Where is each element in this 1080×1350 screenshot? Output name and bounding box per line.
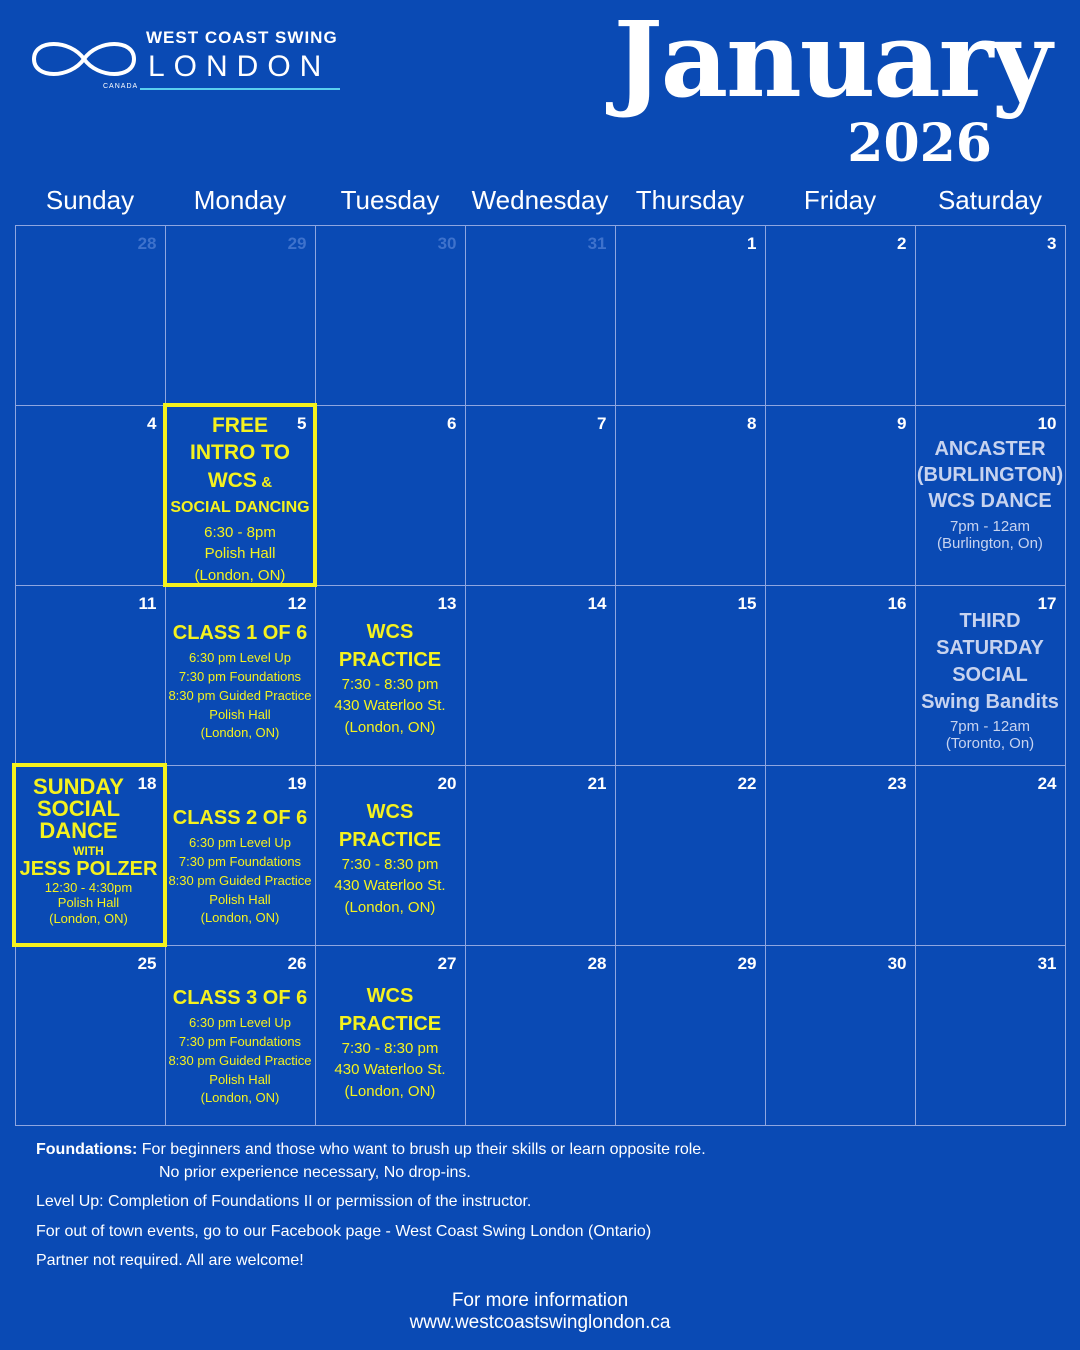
event-venue: Polish Hall bbox=[204, 545, 276, 563]
event-line: 7:30 pm Foundations bbox=[178, 853, 302, 869]
event-line: WCS bbox=[366, 620, 414, 643]
event-venue: 430 Waterloo St. bbox=[334, 1061, 446, 1079]
event-wcs-practice bbox=[316, 982, 465, 1103]
weekday-monday: Monday bbox=[193, 185, 287, 215]
event-location: (Toronto, On) bbox=[945, 735, 1035, 753]
weekday-sunday: Sunday bbox=[45, 185, 135, 215]
note-out-of-town: For out of town events, go to our Facebook page - West Coast Swing London (Ontario) bbox=[36, 1222, 652, 1240]
day-cell-29 bbox=[615, 945, 766, 1126]
day-number: 7 bbox=[597, 413, 607, 433]
day-cell-2 bbox=[765, 225, 916, 406]
event-third-saturday bbox=[916, 608, 1065, 753]
day-cell-3 bbox=[915, 225, 1066, 406]
day-number: 4 bbox=[147, 413, 157, 433]
event-time: 7:30 - 8:30 pm bbox=[341, 675, 439, 693]
event-line: 6:30 pm Level Up bbox=[189, 1015, 291, 1031]
day-number: 30 bbox=[887, 953, 907, 973]
day-cell-30 bbox=[765, 945, 916, 1126]
event-line: WCS bbox=[366, 800, 414, 823]
event-line: (BURLINGTON) bbox=[916, 463, 1064, 486]
event-line: PRACTICE bbox=[338, 648, 442, 671]
day-cell-4 bbox=[15, 405, 166, 586]
event-location: (Burlington, On) bbox=[937, 535, 1043, 553]
event-class-2 bbox=[166, 807, 315, 929]
day-number: 10 bbox=[1037, 413, 1057, 433]
day-cell-10 bbox=[915, 405, 1066, 586]
event-line: 8:30 pm Guided Practice bbox=[168, 1052, 312, 1068]
event-line: INTRO TO bbox=[190, 441, 290, 465]
day-cell-24 bbox=[915, 765, 1066, 946]
brand-line1: WEST COAST SWING bbox=[146, 28, 338, 47]
event-time: 7pm - 12am bbox=[949, 517, 1031, 535]
event-line: SOCIAL bbox=[952, 663, 1028, 686]
event-line: 8:30 pm Guided Practice bbox=[168, 872, 312, 888]
day-number: 21 bbox=[587, 773, 607, 793]
event-class-3 bbox=[166, 987, 315, 1109]
event-venue: Polish Hall bbox=[209, 706, 271, 722]
day-cell-23 bbox=[765, 765, 916, 946]
day-cell-prev-28 bbox=[15, 225, 166, 406]
event-line: 6:30 pm Level Up bbox=[189, 650, 291, 666]
day-number: 28 bbox=[137, 233, 157, 253]
event-time: 7:30 - 8:30 pm bbox=[341, 1039, 439, 1057]
day-cell-prev-30 bbox=[315, 225, 466, 406]
note-foundations-text: For beginners and those who want to brush up their skills or learn opposite role. bbox=[141, 1141, 706, 1158]
event-line: PRACTICE bbox=[338, 1012, 442, 1035]
day-cell-26 bbox=[165, 945, 316, 1126]
event-time: 6:30 - 8pm bbox=[204, 523, 276, 541]
highlight-frame-jan5 bbox=[163, 403, 317, 587]
event-location: (London, ON) bbox=[344, 899, 436, 916]
day-cell-1 bbox=[615, 225, 766, 406]
infinity-icon bbox=[28, 34, 140, 84]
year-title: 2026 bbox=[847, 113, 992, 174]
event-line: FREE bbox=[211, 413, 268, 437]
day-number: 15 bbox=[737, 593, 757, 613]
weekday-friday: Friday bbox=[803, 185, 877, 215]
weekday-tuesday: Tuesday bbox=[340, 185, 440, 215]
note-levelup: Level Up: Completion of Foundations II or permission of the instructor. bbox=[36, 1193, 532, 1211]
event-line: WCS bbox=[207, 469, 257, 493]
day-number: 6 bbox=[447, 413, 457, 433]
event-wcs-practice bbox=[316, 798, 465, 919]
calendar-grid bbox=[15, 225, 1065, 1125]
event-venue: 430 Waterloo St. bbox=[334, 697, 446, 715]
day-number: 28 bbox=[587, 953, 607, 973]
footer bbox=[0, 1290, 1080, 1334]
day-number: 23 bbox=[887, 773, 907, 793]
day-cell-9 bbox=[765, 405, 916, 586]
event-location: (London, ON) bbox=[200, 1090, 280, 1106]
event-line: WCS DANCE bbox=[928, 489, 1052, 512]
event-venue: Polish Hall bbox=[209, 1071, 271, 1087]
event-line: 6:30 pm Level Up bbox=[189, 835, 291, 851]
day-number: 18 bbox=[137, 773, 157, 793]
day-cell-12 bbox=[165, 585, 316, 766]
day-number: 26 bbox=[287, 953, 307, 973]
event-ancaster-dance bbox=[916, 436, 1065, 553]
event-class-1 bbox=[166, 622, 315, 744]
event-title: CLASS 3 OF 6 bbox=[172, 986, 308, 1009]
day-cell-27 bbox=[315, 945, 466, 1126]
footer-info: For more information bbox=[451, 1290, 629, 1311]
day-cell-prev-29 bbox=[165, 225, 316, 406]
weekday-header bbox=[15, 185, 1065, 216]
day-number: 30 bbox=[437, 233, 457, 253]
event-time: 7pm - 12am bbox=[949, 717, 1031, 735]
day-number: 12 bbox=[287, 593, 307, 613]
day-number: 13 bbox=[437, 593, 457, 613]
day-number: 19 bbox=[287, 773, 307, 793]
day-cell-21 bbox=[465, 765, 616, 946]
day-number: 8 bbox=[747, 413, 757, 433]
day-cell-prev-31 bbox=[465, 225, 616, 406]
day-number: 1 bbox=[747, 233, 757, 253]
day-cell-7 bbox=[465, 405, 616, 586]
day-number: 9 bbox=[897, 413, 907, 433]
event-line: SOCIAL bbox=[36, 795, 121, 821]
event-location: (London, ON) bbox=[200, 725, 280, 741]
event-line: 7:30 pm Foundations bbox=[178, 1033, 302, 1049]
event-time: 12:30 - 4:30pm bbox=[44, 879, 133, 895]
day-cell-20 bbox=[315, 765, 466, 946]
day-cell-16 bbox=[765, 585, 916, 766]
day-number: 31 bbox=[587, 233, 607, 253]
event-venue: Polish Hall bbox=[209, 891, 271, 907]
event-line: SATURDAY bbox=[936, 636, 1044, 659]
day-number: 5 bbox=[297, 413, 307, 433]
event-line: & bbox=[261, 474, 273, 492]
note-foundations bbox=[36, 1138, 706, 1184]
event-location: (London, ON) bbox=[200, 910, 280, 926]
event-line: SOCIAL DANCING bbox=[170, 498, 310, 516]
notes-section bbox=[36, 1138, 706, 1278]
month-title: January bbox=[613, 0, 1050, 121]
day-number: 11 bbox=[138, 593, 157, 613]
event-line: JESS POLZER bbox=[19, 857, 158, 880]
event-line: 7:30 pm Foundations bbox=[178, 668, 302, 684]
footer-website-link[interactable]: www.westcoastswinglondon.ca bbox=[409, 1311, 671, 1333]
weekday-thursday: Thursday bbox=[635, 185, 745, 215]
day-number: 2 bbox=[897, 233, 907, 253]
event-line: Swing Bandits bbox=[921, 690, 1059, 713]
day-cell-19 bbox=[165, 765, 316, 946]
day-cell-25 bbox=[15, 945, 166, 1126]
day-number: 29 bbox=[287, 233, 307, 253]
note-partner: Partner not required. All are welcome! bbox=[36, 1251, 304, 1269]
event-title: CLASS 1 OF 6 bbox=[172, 621, 308, 644]
note-foundations-label: Foundations: bbox=[36, 1141, 138, 1158]
day-number: 25 bbox=[137, 953, 157, 973]
day-number: 20 bbox=[437, 773, 457, 793]
event-location: (London, ON) bbox=[194, 567, 286, 585]
event-line: SUNDAY bbox=[33, 773, 124, 799]
day-number: 22 bbox=[737, 773, 757, 793]
brand-underline bbox=[140, 88, 340, 90]
event-venue: 430 Waterloo St. bbox=[334, 877, 446, 895]
day-cell-15 bbox=[615, 585, 766, 766]
event-line: PRACTICE bbox=[338, 828, 442, 851]
day-number: 3 bbox=[1047, 233, 1057, 253]
day-number: 27 bbox=[437, 953, 457, 973]
event-wcs-practice bbox=[316, 618, 465, 739]
day-number: 24 bbox=[1037, 773, 1057, 793]
weekday-wednesday: Wednesday bbox=[471, 185, 609, 215]
brand-country: CANADA bbox=[103, 83, 139, 90]
highlight-frame-jan18 bbox=[12, 763, 167, 947]
note-foundations-text2: No prior experience necessary, No drop-ins. bbox=[159, 1164, 471, 1182]
day-number: 14 bbox=[587, 593, 607, 613]
event-time: 7:30 - 8:30 pm bbox=[341, 855, 439, 873]
event-line: THIRD bbox=[959, 609, 1021, 632]
day-cell-17 bbox=[915, 585, 1066, 766]
event-location: (London, ON) bbox=[49, 911, 128, 927]
event-venue: Polish Hall bbox=[57, 895, 120, 911]
day-cell-14 bbox=[465, 585, 616, 766]
day-number: 29 bbox=[737, 953, 757, 973]
day-number: 17 bbox=[1037, 593, 1057, 613]
event-line: 8:30 pm Guided Practice bbox=[168, 687, 312, 703]
day-cell-13 bbox=[315, 585, 466, 766]
day-number: 31 bbox=[1037, 953, 1057, 973]
event-line: DANCE bbox=[39, 817, 118, 843]
day-cell-6 bbox=[315, 405, 466, 586]
day-cell-31 bbox=[915, 945, 1066, 1126]
event-line: WCS bbox=[366, 984, 414, 1007]
event-line: ANCASTER bbox=[934, 437, 1046, 460]
weekday-saturday: Saturday bbox=[937, 185, 1043, 215]
brand-logo bbox=[28, 28, 348, 98]
event-line: WITH bbox=[73, 843, 104, 858]
event-location: (London, ON) bbox=[344, 719, 436, 736]
brand-line2: LONDON bbox=[148, 50, 331, 83]
day-cell-8 bbox=[615, 405, 766, 586]
day-cell-11 bbox=[15, 585, 166, 766]
day-cell-28 bbox=[465, 945, 616, 1126]
day-number: 16 bbox=[887, 593, 907, 613]
day-cell-22 bbox=[615, 765, 766, 946]
event-title: CLASS 2 OF 6 bbox=[172, 806, 308, 829]
event-location: (London, ON) bbox=[344, 1083, 436, 1100]
